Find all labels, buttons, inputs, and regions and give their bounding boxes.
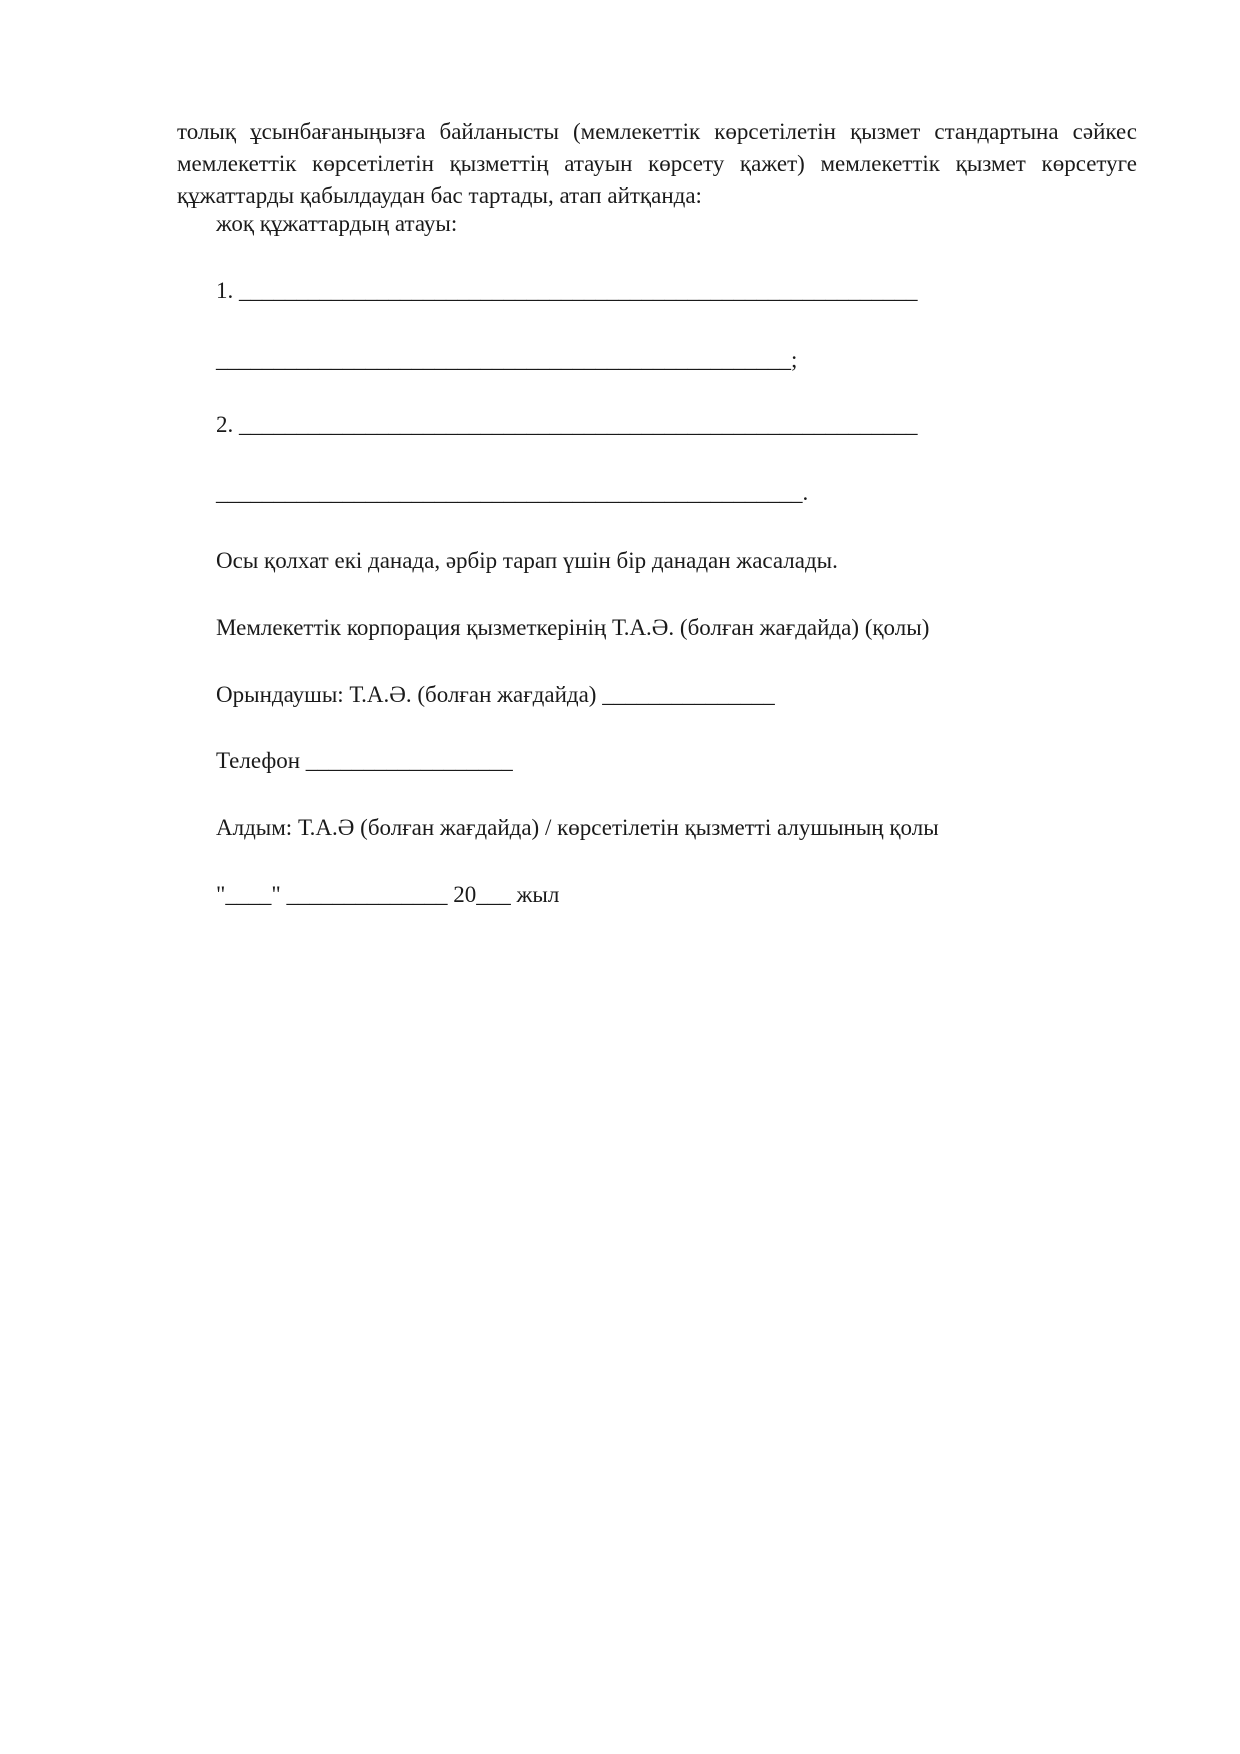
document-item-2-line-1: 2. ___________________________________________________________ xyxy=(216,412,918,437)
document-item-1-line-2: __________________________________________________; xyxy=(216,347,798,372)
document-item-2-line-2: ___________________________________________________. xyxy=(216,480,809,505)
executor-line: Орындаушы: Т.А.Ә. (болған жағдайда) _______________ xyxy=(216,682,775,707)
intro-paragraph: толық ұсынбағаныңызға байланысты (мемлекеттік көрсетілетін қызмет стандартына сәйкес мемлекеттік көрсетілетін қызметтің атауын көрсету қажет) мемлекеттік қызмет көрсетуге құжаттарды қабылдаудан бас тартады, атап айтқанда: xyxy=(177,119,1137,208)
document-item-1-line-1: 1. ___________________________________________________________ xyxy=(216,278,918,303)
copies-statement: Осы қолхат екі данада, әрбір тарап үшін бір данадан жасалады. xyxy=(216,548,838,573)
date-line: "____" ______________ 20___ жыл xyxy=(216,882,560,907)
employee-signature-line: Мемлекеттік корпорация қызметкерінің Т.А.Ә. (болған жағдайда) (қолы) xyxy=(216,615,930,640)
phone-line: Телефон __________________ xyxy=(216,748,513,773)
missing-docs-label: жоқ құжаттардың атауы: xyxy=(216,211,458,236)
received-line: Алдым: Т.А.Ә (болған жағдайда) / көрсетілетін қызметті алушының қолы xyxy=(216,815,939,840)
